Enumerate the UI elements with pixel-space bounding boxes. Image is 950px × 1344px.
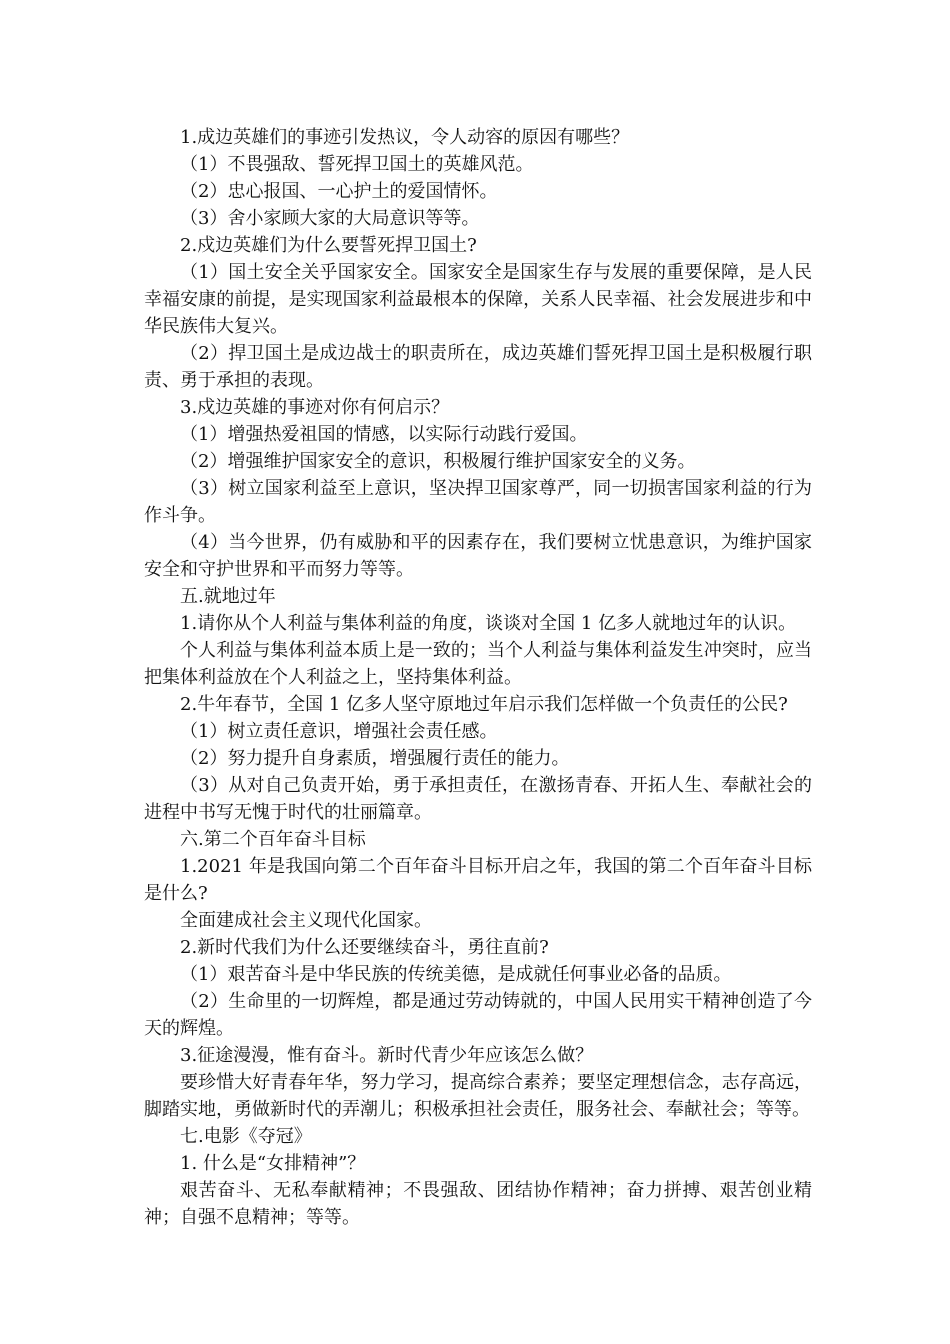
answer-item: （1）艰苦奋斗是中华民族的传统美德，是成就任何事业必备的品质。 [180, 964, 732, 985]
answer-item: （3）舍小家顾大家的大局意识等等。 [180, 208, 480, 229]
question-heading: 3.征途漫漫，惟有奋斗。新时代青少年应该怎么做？ [180, 1045, 594, 1066]
question-heading: 1.请你从个人利益与集体利益的角度，谈谈对全国 1 亿多人就地过年的认识。 [180, 613, 797, 634]
answer-item: （2）生命里的一切辉煌，都是通过劳动铸就的，中国人民用实干精神创造了今天的辉煌。 [144, 991, 812, 1039]
answer-item: （3）树立国家利益至上意识，坚决捍卫国家尊严，同一切损害国家利益的行为作斗争。 [144, 478, 812, 526]
answer-item: （1）国土安全关乎国家安全。国家安全是国家生存与发展的重要保障，是人民幸福安康的前提，是实现国家利益最根本的保障，关系人民幸福、社会发展进步和中华民族伟大复兴。 [144, 262, 812, 337]
section-heading: 七.电影《夺冠》 [180, 1126, 312, 1147]
answer-paragraph: 个人利益与集体利益本质上是一致的；当个人利益与集体利益发生冲突时，应当把集体利益放在个人利益之上，坚持集体利益。 [144, 640, 812, 688]
answer-item: （2）忠心报国、一心护土的爱国情怀。 [180, 181, 498, 202]
question-heading: 2.牛年春节，全国 1 亿多人坚守原地过年启示我们怎样做一个负责任的公民? [180, 694, 788, 715]
question-heading: 2.戍边英雄们为什么要誓死捍卫国土? [180, 235, 477, 256]
answer-paragraph: 艰苦奋斗、无私奉献精神；不畏强敌、团结协作精神；奋力拼搏、艰苦创业精神；自强不息精神；等等。 [144, 1180, 812, 1228]
answer-item: （4）当今世界，仍有威胁和平的因素存在，我们要树立忧患意识，为维护国家安全和守护世界和平而努力等等。 [144, 532, 812, 580]
document-body [144, 124, 812, 1231]
question-heading: 1.成边英雄们的事迹引发热议，令人动容的原因有哪些？ [180, 127, 630, 148]
section-heading: 六.第二个百年奋斗目标 [180, 829, 366, 850]
section-heading: 五.就地过年 [180, 586, 276, 607]
question-heading: 1.2021 年是我国向第二个百年奋斗目标开启之年，我国的第二个百年奋斗目标是什么? [144, 856, 812, 904]
answer-item: （1）增强热爱祖国的情感，以实际行动践行爱国。 [180, 424, 588, 445]
answer-item: （1）树立责任意识，增强社会责任感。 [180, 721, 498, 742]
question-heading: 1. 什么是“女排精神”？ [180, 1153, 366, 1174]
answer-paragraph: 要珍惜大好青春年华，努力学习，提高综合素养；要坚定理想信念，志存高远，脚踏实地，勇做新时代的弄潮儿；积极承担社会责任，服务社会、奉献社会；等等。 [144, 1072, 812, 1120]
answer-item: （2）努力提升自身素质，增强履行责任的能力。 [180, 748, 570, 769]
answer-item: （1）不畏强敌、誓死捍卫国土的英雄风范。 [180, 154, 534, 175]
question-heading: 3.戍边英雄的事迹对你有何启示？ [180, 397, 450, 418]
answer-paragraph: 全面建成社会主义现代化国家。 [180, 910, 432, 931]
answer-item: （3）从对自己负责开始，勇于承担责任，在激扬青春、开拓人生、奉献社会的进程中书写无愧于时代的壮丽篇章。 [144, 775, 812, 823]
question-heading: 2.新时代我们为什么还要继续奋斗，勇往直前? [180, 937, 549, 958]
answer-item: （2）捍卫国土是成边战士的职责所在，成边英雄们誓死捍卫国土是积极履行职责、勇于承担的表现。 [144, 343, 812, 391]
answer-item: （2）增强维护国家安全的意识，积极履行维护国家安全的义务。 [180, 451, 696, 472]
